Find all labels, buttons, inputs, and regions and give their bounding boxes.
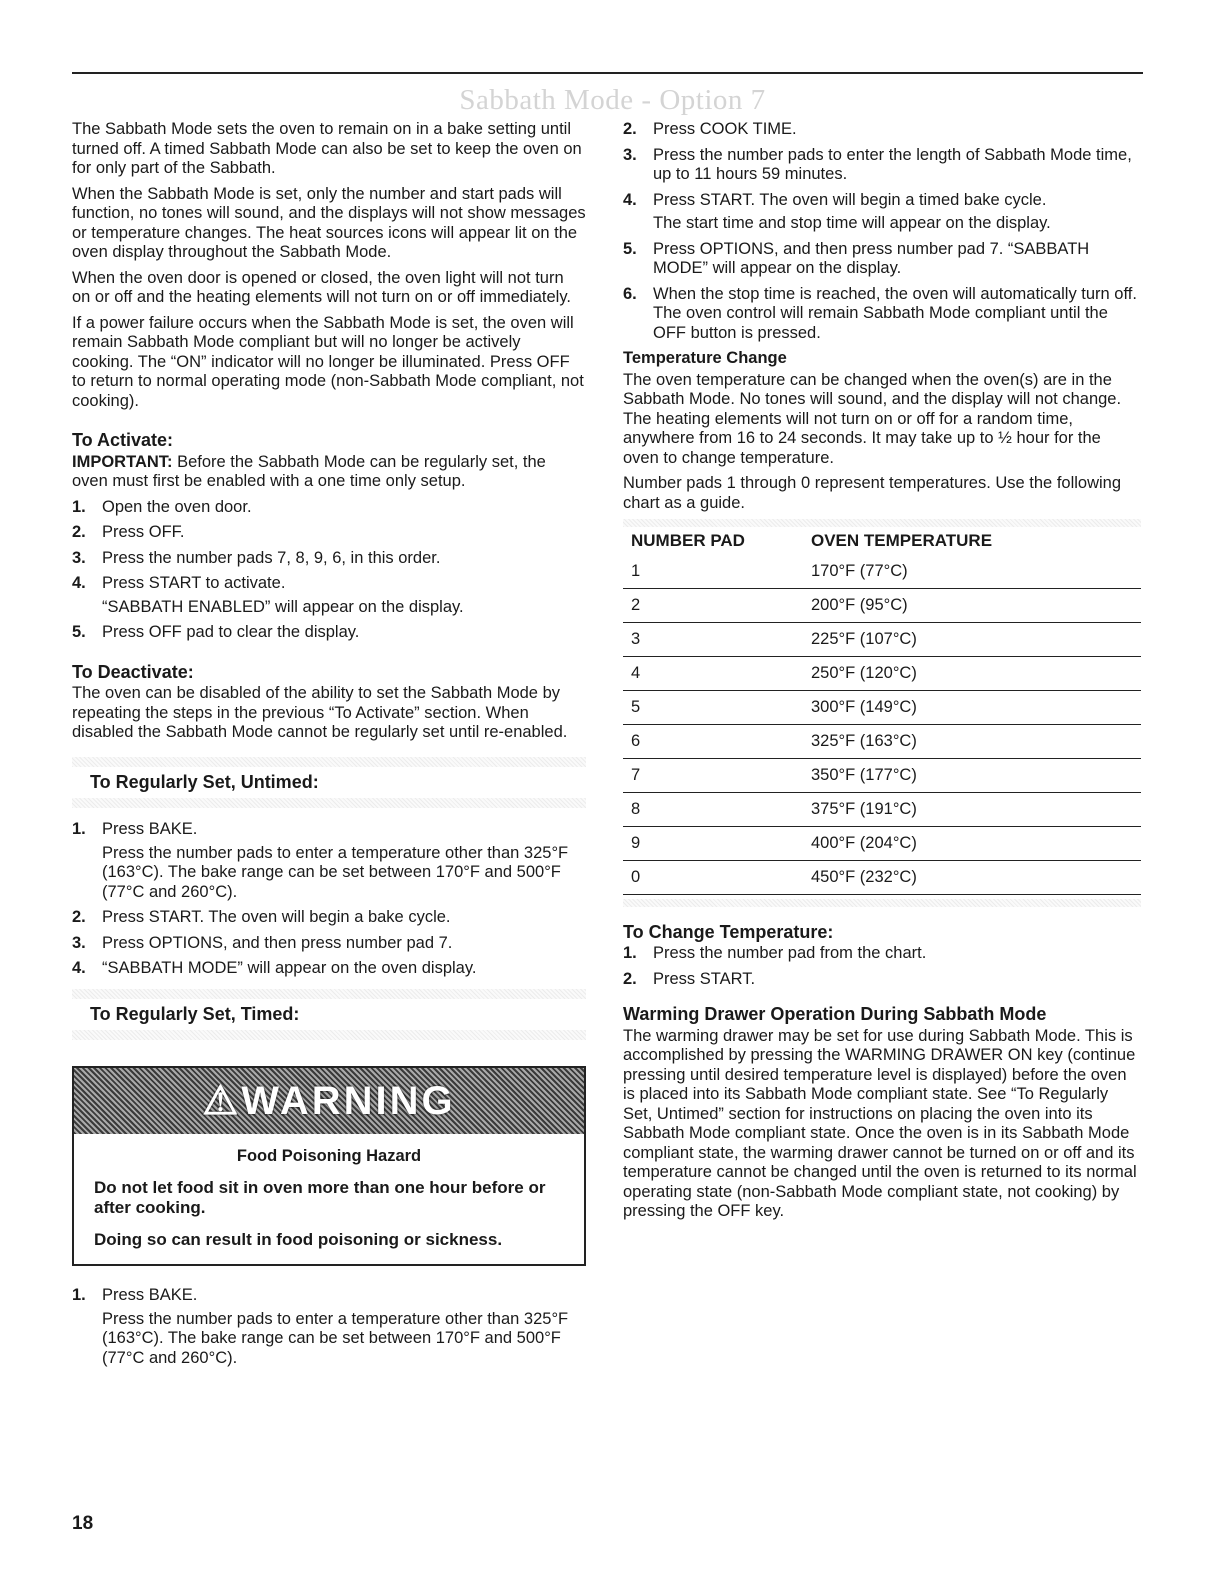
intro-paragraph: When the oven door is opened or closed, the oven light will not turn on or off and the heating elements will not turn on or off immediately. [72, 268, 571, 306]
warning-hazard: Food Poisoning Hazard [236, 1147, 422, 1165]
table-body [623, 555, 1141, 895]
untimed-heading: To Regularly Set, Untimed: [90, 771, 319, 792]
activate-heading: To Activate: [72, 430, 174, 450]
step-text: Press START to activate. [102, 574, 286, 592]
table-header-row [623, 527, 1141, 555]
step-subtext: Press the number pads to enter a temperature other than 325°F (163°C). The bake range can be set between 170°F and 500°F (77°C and 260°C). [102, 843, 569, 901]
list-item [623, 240, 1141, 279]
table-row [623, 656, 1141, 690]
warming-text: The warming drawer may be set for use during Sabbath Mode. This is accomplished by pressing the WARMING DRAWER ON key (continue pressing until desired temperature level is displayed) before the oven is placed into its Sabbath Mode compliant state. See “To Regularly Set, Untimed” section for instructions on placing the oven into its Sabbath Mode compliant state. Once the oven is in its Sabbath Mode compliant state, the warming drawer cannot be turned on or off and its temperature cannot be changed until the oven is returned to its normal operating state (non-Sabbath Mode compliant state, not cooking) by pressing the OFF key. [623, 1026, 1137, 1220]
step-number: 5. [72, 623, 86, 641]
cell-number-pad: 2 [623, 588, 803, 622]
step-text: Press the number pad from the chart. [653, 944, 927, 962]
intro-section [72, 120, 586, 411]
table-row [623, 588, 1141, 622]
list-item [72, 959, 586, 979]
cell-oven-temp: 170°F (77°C) [803, 555, 1141, 589]
step-text: Press BAKE. [102, 1286, 198, 1304]
important-note [72, 453, 586, 492]
deactivate-heading: To Deactivate: [72, 661, 194, 682]
cell-number-pad: 9 [623, 826, 803, 860]
warning-line-2: Doing so can result in food poisoning or sickness. [94, 1230, 503, 1249]
cell-number-pad: 1 [623, 555, 803, 589]
important-label: IMPORTANT: [72, 452, 173, 471]
warning-header [74, 1068, 584, 1134]
cell-oven-temp: 300°F (149°C) [803, 690, 1141, 724]
list-item [623, 944, 1141, 964]
list-item [623, 970, 1141, 990]
activate-steps [72, 498, 586, 643]
step-number: 6. [623, 284, 637, 303]
table-row [623, 622, 1141, 656]
cell-number-pad: 0 [623, 860, 803, 894]
step-number: 4. [72, 574, 86, 592]
step-text: Press the number pads 7, 8, 9, 6, in this order. [102, 548, 441, 567]
step-text: “SABBATH MODE” will appear on the oven display. [102, 959, 477, 977]
step-number: 2. [72, 908, 86, 926]
step-text: Press OFF. [102, 523, 185, 541]
intro-paragraph: When the Sabbath Mode is set, only the number and start pads will function, no tones will sound, and the displays will not show messages or temperature changes. The heat sources icons will appear lit on the oven display throughout the Sabbath Mode. [72, 184, 586, 261]
list-item [72, 549, 586, 569]
warning-box [72, 1066, 586, 1266]
list-item [72, 820, 586, 902]
step-subtext: Press the number pads to enter a temperature other than 325°F (163°C). The bake range can be set between 170°F and 500°F (77°C and 260°C). [102, 1309, 569, 1367]
table-header-number-pad: NUMBER PAD [631, 531, 745, 550]
warning-label: WARNING [241, 1079, 456, 1123]
hatched-band [72, 1030, 586, 1040]
step-text: Press START. [653, 969, 756, 988]
list-item [623, 191, 1141, 234]
change-temp-heading: To Change Temperature: [623, 921, 834, 942]
step-number: 4. [72, 959, 86, 977]
step-text: Press COOK TIME. [653, 120, 797, 138]
step-number: 1. [72, 820, 86, 838]
page-number: 18 [72, 1513, 94, 1534]
table-row [623, 792, 1141, 826]
step-number: 1. [72, 1286, 86, 1304]
step-number: 1. [623, 944, 637, 962]
warming-heading: Warming Drawer Operation During Sabbath Mode [623, 1004, 1047, 1024]
table-row [623, 724, 1141, 758]
step-number: 3. [72, 548, 86, 567]
list-item [72, 623, 586, 643]
cell-oven-temp: 250°F (120°C) [803, 656, 1141, 690]
cell-oven-temp: 350°F (177°C) [803, 758, 1141, 792]
important-text: Before the Sabbath Mode can be regularly set, the oven must first be enabled with a one time only setup. [72, 452, 546, 490]
cell-oven-temp: 400°F (204°C) [803, 826, 1141, 860]
list-item [623, 146, 1141, 185]
table-row [623, 690, 1141, 724]
step-subtext: The start time and stop time will appear on the display. [653, 214, 1051, 232]
table-row [623, 758, 1141, 792]
list-item [72, 908, 586, 928]
hatched-band [623, 899, 1141, 907]
list-item [72, 934, 586, 954]
cell-number-pad: 8 [623, 792, 803, 826]
step-text: Press the number pads to enter the length of Sabbath Mode time, up to 11 hours 59 minutes. [653, 145, 1132, 183]
intro-paragraph: If a power failure occurs when the Sabbath Mode is set, the oven will remain Sabbath Mode compliant but will no longer be actively cooking. The “ON” indicator will no longer be illuminated. Press OFF to return to normal operating mode (non-Sabbath Mode compliant, not cooking). [72, 313, 584, 410]
temp-change-p2: Number pads 1 through 0 represent temperatures. Use the following chart as a guide. [623, 474, 1122, 512]
cell-oven-temp: 450°F (232°C) [803, 860, 1141, 894]
temp-change-heading: Temperature Change [623, 349, 787, 367]
cell-oven-temp: 325°F (163°C) [803, 724, 1141, 758]
hatched-band [72, 989, 586, 999]
list-item [623, 120, 1141, 140]
table-row [623, 860, 1141, 894]
list-item [72, 574, 586, 617]
intro-paragraph: The Sabbath Mode sets the oven to remain on in a bake setting until turned off. A timed Sabbath Mode can also be set to keep the oven on for only part of the Sabbath. [72, 120, 582, 177]
list-item [623, 285, 1141, 344]
cell-number-pad: 6 [623, 724, 803, 758]
change-temp-steps [623, 944, 1141, 989]
left-column [72, 120, 586, 1374]
step-text: Press OPTIONS, and then press number pad 7. [102, 933, 453, 952]
cell-number-pad: 4 [623, 656, 803, 690]
hatched-band [623, 519, 1141, 527]
deactivate-text: The oven can be disabled of the ability to set the Sabbath Mode by repeating the steps in the previous “To Activate” section. When disabled the Sabbath Mode cannot be regularly set until re-enabled. [72, 684, 568, 741]
list-item [72, 523, 586, 543]
table-header-oven-temp: OVEN TEMPERATURE [811, 531, 993, 550]
cell-number-pad: 7 [623, 758, 803, 792]
hatched-band [72, 757, 586, 767]
cell-number-pad: 5 [623, 690, 803, 724]
hatched-band [72, 798, 586, 808]
untimed-box [72, 757, 586, 809]
table-row [623, 555, 1141, 589]
step-number: 2. [72, 523, 86, 541]
cell-oven-temp: 200°F (95°C) [803, 588, 1141, 622]
step-text: Press OPTIONS, and then press number pad 7. “SABBATH MODE” will appear on the display. [653, 239, 1090, 277]
temp-change-p1: The oven temperature can be changed when the oven(s) are in the Sabbath Mode. No tones will sound, and the display will not change. The heating elements will not turn on or off for a random time, anywhere from 16 to 24 seconds. It may take up to ½ hour for the oven to change temperature. [623, 370, 1122, 467]
timed-heading: To Regularly Set, Timed: [90, 1003, 300, 1024]
warning-triangle-icon: ⚠ [202, 1079, 242, 1123]
step-number: 3. [72, 933, 86, 952]
step-text: Open the oven door. [102, 497, 252, 516]
right-column [623, 120, 1141, 1228]
step-text: Press START. The oven will begin a timed bake cycle. [653, 190, 1047, 209]
cell-oven-temp: 225°F (107°C) [803, 622, 1141, 656]
temperature-table-wrap [623, 519, 1141, 907]
warning-body [74, 1134, 584, 1264]
step-text: Press OFF pad to clear the display. [102, 623, 360, 641]
step-text: Press START. The oven will begin a bake cycle. [102, 908, 451, 926]
cell-number-pad: 3 [623, 622, 803, 656]
cell-oven-temp: 375°F (191°C) [803, 792, 1141, 826]
warning-line-1: Do not let food sit in oven more than one hour before or after cooking. [94, 1178, 546, 1217]
step-number: 4. [623, 190, 637, 209]
temperature-table [623, 527, 1141, 895]
step-number: 2. [623, 969, 637, 988]
page-title: Sabbath Mode - Option 7 [459, 84, 766, 116]
list-item [72, 498, 586, 518]
step-subtext: “SABBATH ENABLED” will appear on the display. [102, 597, 464, 616]
top-rule [72, 72, 1143, 74]
table-row [623, 826, 1141, 860]
step-number: 1. [72, 497, 86, 516]
timed-steps-left [72, 1286, 586, 1368]
timed-box [72, 989, 586, 1041]
untimed-steps [72, 820, 586, 979]
step-number: 3. [623, 145, 637, 164]
step-number: 5. [623, 239, 637, 258]
step-number: 2. [623, 120, 637, 138]
list-item [72, 1286, 586, 1368]
step-text: Press BAKE. [102, 820, 198, 838]
timed-steps-right [623, 120, 1141, 343]
step-text: When the stop time is reached, the oven will automatically turn off. The oven control will remain Sabbath Mode compliant until the OFF button is pressed. [653, 284, 1137, 342]
